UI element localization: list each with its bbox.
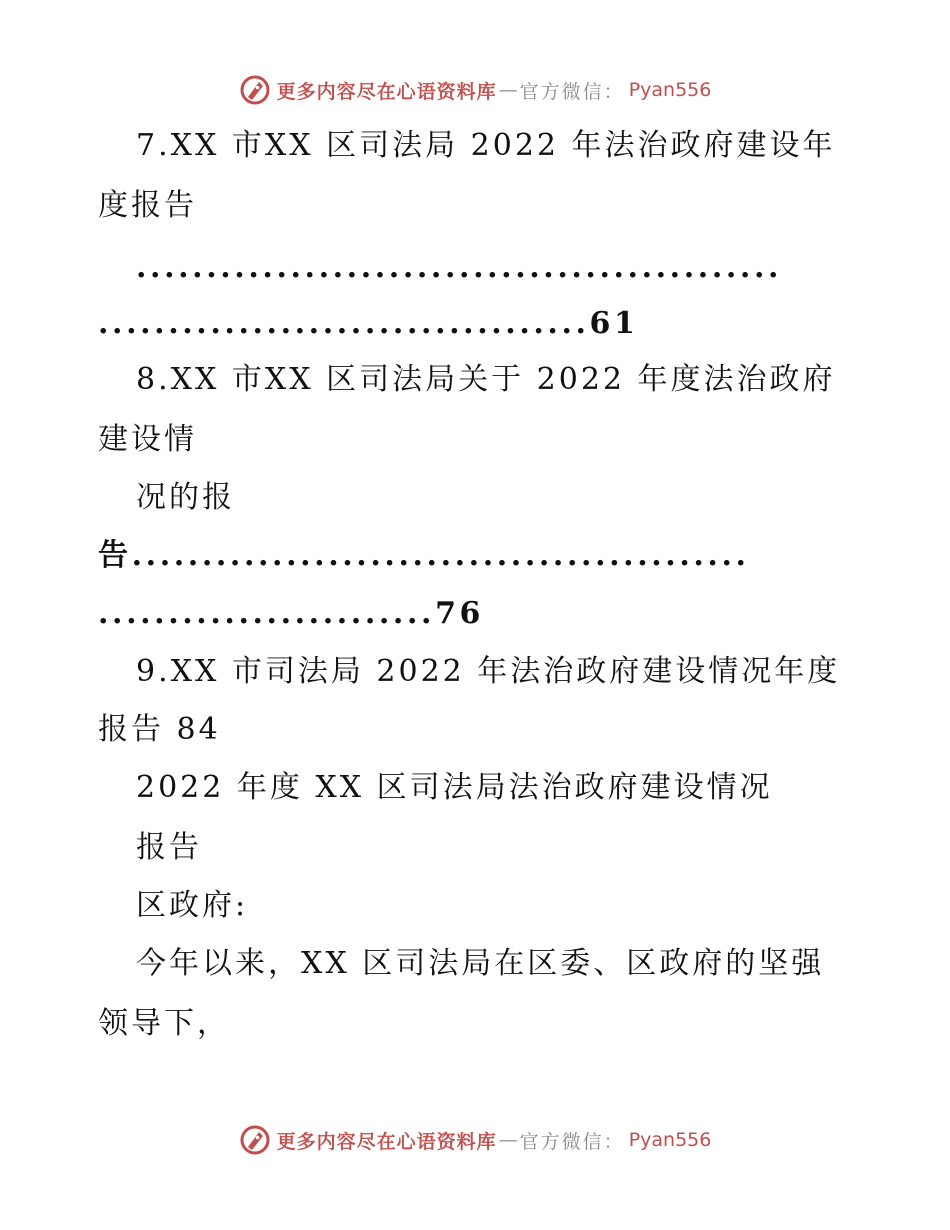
salutation: 区政府:	[136, 888, 249, 923]
watermark-wechat-id: Pyan556	[628, 1129, 712, 1151]
toc-item-8-line1: 8.XX 市XX 区司法局关于 2022 年度法治政府	[136, 362, 836, 397]
report-title-line1: 2022 年度 XX 区司法局法治政府建设情况	[136, 770, 773, 805]
toc-item-8-leader-dots: 告............................................	[98, 538, 750, 573]
report-title-line2: 报告	[136, 830, 202, 865]
watermark-official-label: 官方微信：	[519, 1130, 625, 1153]
watermark-wechat-id: Pyan556	[628, 79, 712, 101]
watermark-text: 更多内容尽在心语资料库	[276, 80, 497, 103]
toc-item-9-line1: 9.XX 市司法局 2022 年法治政府建设情况年度	[136, 654, 841, 689]
pen-nib-circle-icon	[239, 1124, 271, 1156]
body-paragraph-line1: 今年以来，XX 区司法局在区委、区政府的坚强	[136, 946, 825, 981]
watermark-dash: —	[498, 79, 518, 101]
body-paragraph-line2: 领导下，	[98, 1006, 230, 1041]
header-watermark	[0, 70, 950, 110]
toc-item-8-line3: 况的报	[136, 480, 235, 515]
toc-item-8-page-number: ........................76	[98, 596, 485, 631]
toc-item-8-line2: 建设情	[98, 422, 197, 457]
toc-item-9-line2: 报告 84	[98, 712, 221, 747]
toc-item-7-page-number: ...................................61	[98, 306, 639, 341]
watermark-dash: —	[498, 1129, 518, 1151]
pen-nib-circle-icon	[239, 74, 271, 106]
footer-watermark	[0, 1120, 950, 1160]
toc-item-7-line1: 7.XX 市XX 区司法局 2022 年法治政府建设年	[136, 128, 836, 163]
toc-item-7-leader-dots: ..............................................	[136, 250, 783, 285]
toc-item-7-line2: 度报告	[98, 188, 197, 223]
watermark-text: 更多内容尽在心语资料库	[276, 1130, 497, 1153]
watermark-official-label: 官方微信：	[519, 80, 625, 103]
